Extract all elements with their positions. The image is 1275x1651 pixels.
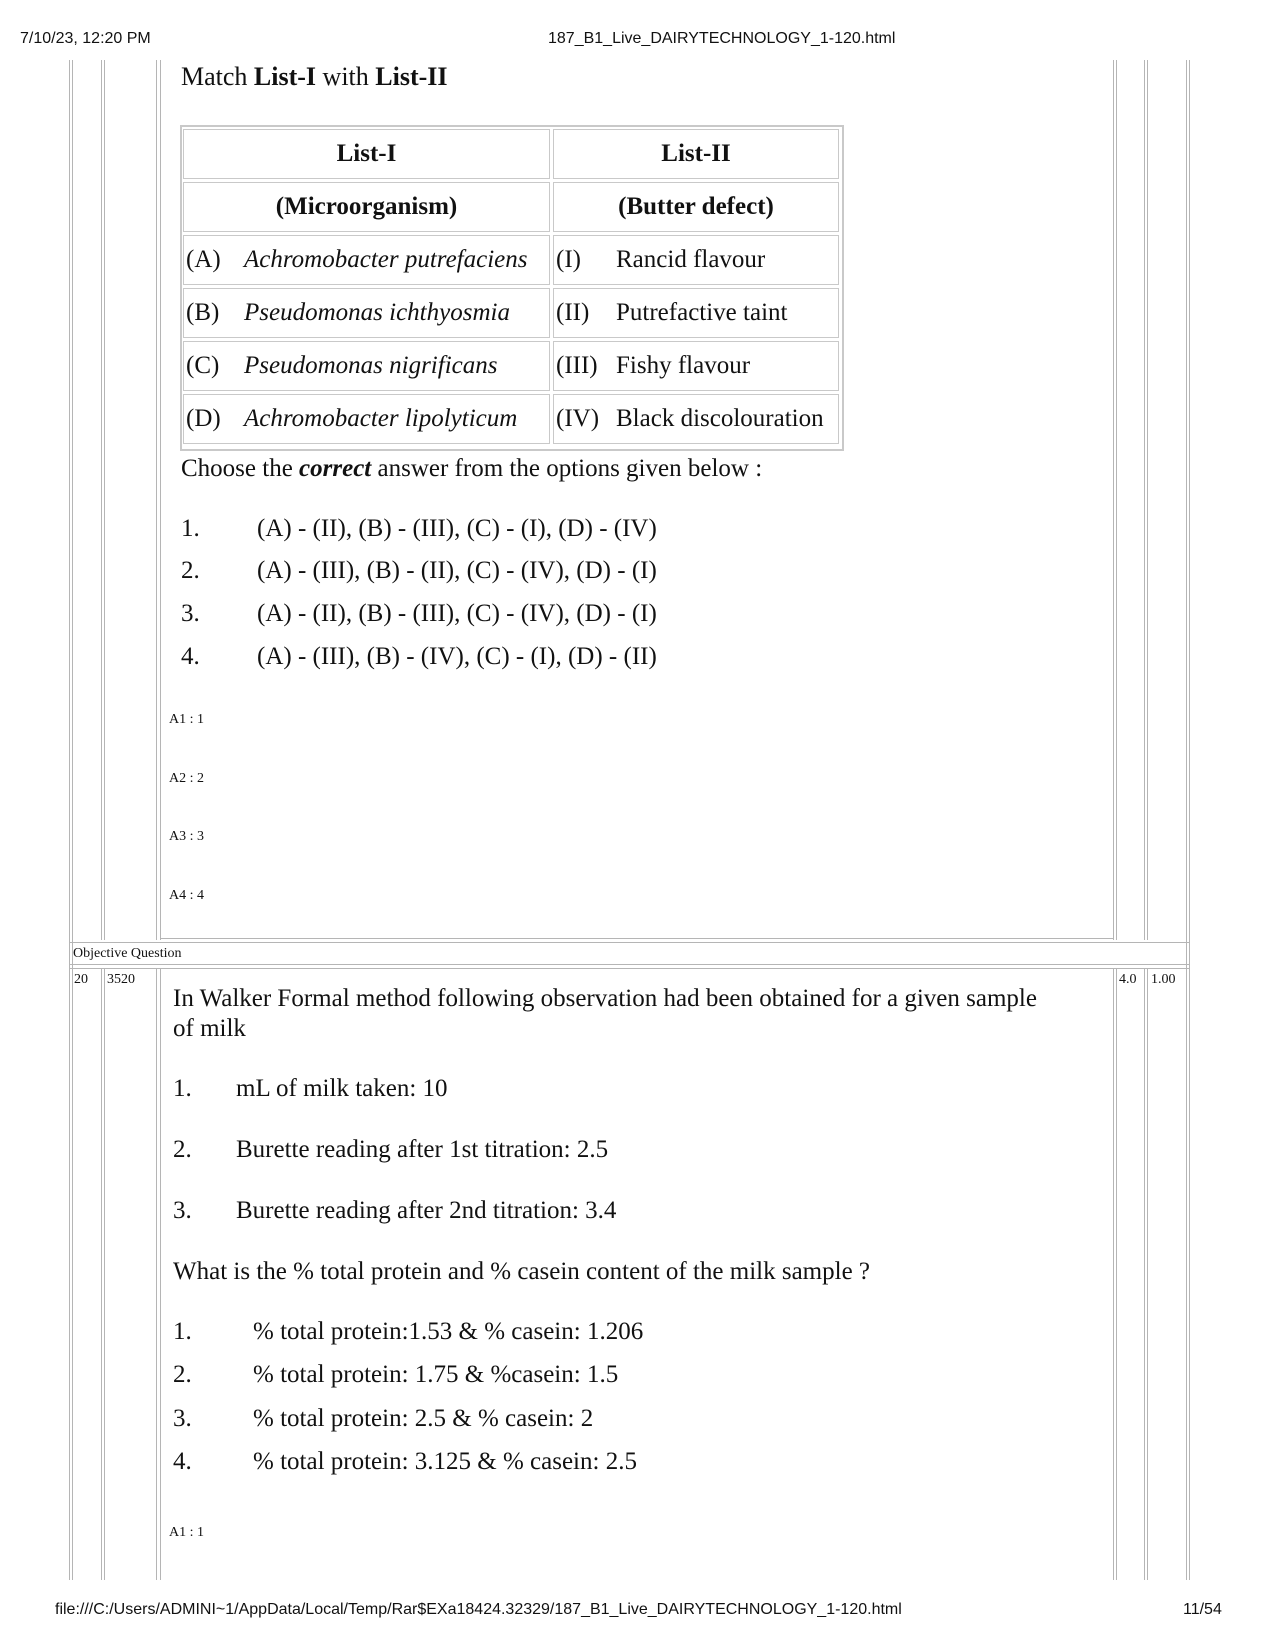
answer-key-2: A2 : 2 [169,771,204,786]
match-table-subheader-list2: (Butter defect) [553,182,839,232]
observation-number: 1. [173,1075,192,1102]
q19-instruction: Choose the correct answer from the options given below : [181,455,763,482]
match-table-row: (IV) Black discolouration [553,394,839,444]
observation-number: 2. [173,1136,192,1163]
observation-number: 3. [173,1197,192,1224]
option-text: (A) - (II), (B) - (III), (C) - (IV), (D) - (I) [257,600,657,627]
question-marks: 4.0 [1119,972,1137,987]
observation-text: mL of milk taken: 10 [236,1075,448,1102]
option-number: 3. [173,1405,192,1432]
match-table-header-list2: List-II [553,129,839,179]
question-serial: 20 [74,972,88,987]
match-table-row: (D) Achromobacter lipolyticum [183,394,550,444]
observation-text: Burette reading after 1st titration: 2.5 [236,1136,609,1163]
print-doc-title: 187_B1_Live_DAIRYTECHNOLOGY_1-120.html [548,30,896,47]
print-file-path: file:///C:/Users/ADMINI~1/AppData/Local/Temp/Rar$EXa18424.32329/187_B1_Live_DAIRYTECHNOLOGY_1-120.html [55,1601,902,1618]
option-text: (A) - (III), (B) - (IV), (C) - (I), (D) - (II) [257,643,657,670]
q20-text-line1: In Walker Formal method following observation had been obtained for a given sample [173,985,1037,1012]
q20-text-line2: of milk [173,1015,246,1042]
option-number: 1. [173,1318,192,1345]
match-table-row: (A) Achromobacter putrefaciens [183,235,550,285]
match-table-row: (I) Rancid flavour [553,235,839,285]
q19-intro: Match List-I with List-II [181,62,448,91]
match-table-header-list1: List-I [183,129,550,179]
option-number: 4. [181,643,200,670]
match-table-subheader-list1: (Microorganism) [183,182,550,232]
q20-question: What is the % total protein and % casein content of the milk sample ? [173,1258,871,1285]
question-negative-marks: 1.00 [1151,972,1176,987]
section-label: Objective Question [73,946,182,961]
option-number: 2. [181,557,200,584]
option-text: % total protein: 2.5 & % casein: 2 [253,1405,594,1432]
option-number: 4. [173,1448,192,1475]
option-number: 1. [181,515,200,542]
option-number: 2. [173,1361,192,1388]
match-table-row: (III) Fishy flavour [553,341,839,391]
answer-key-3: A3 : 3 [169,829,204,844]
answer-key-1: A1 : 1 [169,712,204,727]
match-table-row: (B) Pseudomonas ichthyosmia [183,288,550,338]
match-table-row: (II) Putrefactive taint [553,288,839,338]
answer-key-4: A4 : 4 [169,888,204,903]
question-id: 3520 [107,972,135,987]
option-text: % total protein:1.53 & % casein: 1.206 [253,1318,644,1345]
option-text: (A) - (III), (B) - (II), (C) - (IV), (D) - (I) [257,557,657,584]
option-number: 3. [181,600,200,627]
option-text: % total protein: 3.125 & % casein: 2.5 [253,1448,637,1475]
answer-key-1: A1 : 1 [169,1525,204,1540]
observation-text: Burette reading after 2nd titration: 3.4 [236,1197,617,1224]
match-table [180,125,844,451]
option-text: % total protein: 1.75 & %casein: 1.5 [253,1361,619,1388]
print-page-number: 11/54 [1183,1601,1222,1618]
print-datetime: 7/10/23, 12:20 PM [20,30,151,47]
option-text: (A) - (II), (B) - (III), (C) - (I), (D) - (IV) [257,515,657,542]
match-table-row: (C) Pseudomonas nigrificans [183,341,550,391]
